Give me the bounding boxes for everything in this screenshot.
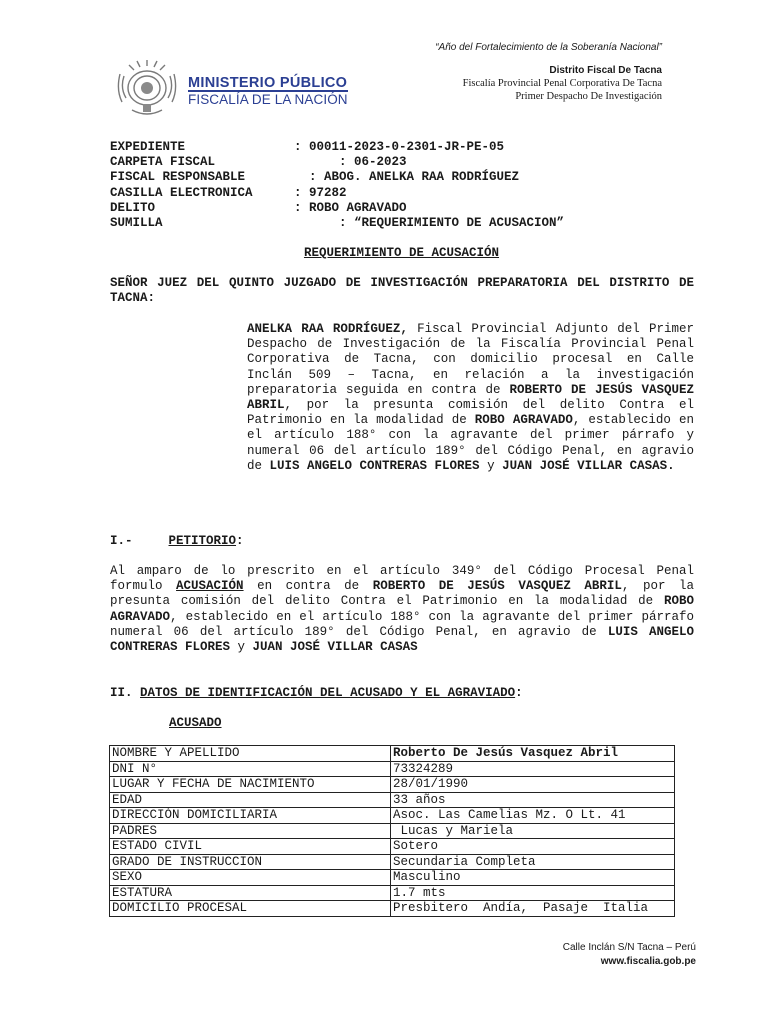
intro-paragraph bbox=[247, 322, 694, 474]
petitorio-text: Al amparo de lo prescrito en el artículo 349° del Código Procesal Penal formulo bbox=[110, 564, 694, 594]
section-colon: : bbox=[515, 686, 523, 700]
section-number: I.- bbox=[110, 534, 133, 548]
accused-identification-table bbox=[109, 745, 675, 917]
meta-key: CASILLA ELECTRONICA bbox=[110, 185, 253, 200]
table-key: DOMICILIO PROCESAL bbox=[110, 901, 391, 917]
office-line-1: Fiscalía Provincial Penal Corporativa De Tacna bbox=[462, 78, 662, 89]
table-key: GRADO DE INSTRUCCION bbox=[110, 854, 391, 870]
acusacion-term: ACUSACIÓN bbox=[176, 579, 244, 594]
table-key: LUGAR Y FECHA DE NACIMIENTO bbox=[110, 777, 391, 793]
table-row bbox=[110, 792, 675, 808]
addressee: SEÑOR JUEZ DEL QUINTO JUZGADO DE INVESTIGACIÓN PREPARATORIA DEL DISTRITO DE TACNA: bbox=[110, 276, 694, 306]
meta-key: SUMILLA bbox=[110, 216, 163, 231]
section-number: II. bbox=[110, 686, 133, 700]
table-key: DNI N° bbox=[110, 761, 391, 777]
table-row bbox=[110, 885, 675, 901]
victim-name: LUIS ANGELO CONTRERAS FLORES bbox=[110, 624, 695, 655]
meta-value: : “REQUERIMIENTO DE ACUSACION” bbox=[294, 216, 565, 231]
table-value: Roberto De Jesús Vasquez Abril bbox=[391, 746, 675, 762]
accused-name: ROBERTO DE JESÚS VASQUEZ ABRIL bbox=[372, 579, 622, 594]
meta-value: : ABOG. ANELKA RAA RODRÍGUEZ bbox=[294, 170, 520, 185]
table-row bbox=[110, 870, 675, 886]
table-row bbox=[110, 808, 675, 824]
section-heading-datos bbox=[110, 686, 523, 700]
table-row bbox=[110, 823, 675, 839]
table-row bbox=[110, 901, 675, 917]
accused-name: ROBERTO DE JESÚS VASQUEZ ABRIL bbox=[247, 382, 694, 413]
seal-icon bbox=[112, 58, 182, 120]
crime-name: ROBO AGRAVADO bbox=[110, 594, 694, 624]
meta-row bbox=[110, 201, 564, 216]
table-value: 1.7 mts bbox=[391, 885, 675, 901]
table-row bbox=[110, 854, 675, 870]
meta-key: EXPEDIENTE bbox=[110, 140, 186, 154]
table-key: PADRES bbox=[110, 823, 391, 839]
intro-text: , por la presunta comisión del delito Contra el Patrimonio en la modalidad de bbox=[247, 398, 694, 428]
table-key: ESTATURA bbox=[110, 885, 391, 901]
victim-name: JUAN JOSÉ VILLAR CASAS. bbox=[502, 458, 675, 473]
footer-address: Calle Inclán S/N Tacna – Perú bbox=[562, 942, 696, 953]
section-colon: : bbox=[236, 534, 244, 548]
petitorio-text: , establecido en el artículo 188° con la agravante del primer párrafo numeral 06 del artículo 189° del Código Penal, en agravio de bbox=[110, 609, 694, 639]
table-value: 28/01/1990 bbox=[391, 777, 675, 793]
acusado-label: ACUSADO bbox=[169, 716, 222, 730]
logo-line-1: MINISTERIO PÚBLICO bbox=[188, 75, 348, 91]
section-label: DATOS DE IDENTIFICACIÓN DEL ACUSADO Y EL AGRAVIADO bbox=[140, 686, 516, 700]
footer bbox=[563, 941, 696, 969]
petitorio-paragraph bbox=[110, 564, 694, 655]
header-motto: “Año del Fortalecimiento de la Soberanía Nacional” bbox=[435, 42, 662, 53]
table-value: Asoc. Las Camelias Mz. O Lt. 41 bbox=[391, 808, 675, 824]
meta-value: : 00011-2023-0-2301-JR-PE-05 bbox=[294, 140, 505, 154]
meta-value: : 97282 bbox=[294, 185, 347, 200]
table-key: SEXO bbox=[110, 870, 391, 886]
intro-text: , establecido en el artículo 188° con la agravante del primer párrafo y numeral 06 del artículo 189° del Código Penal, en agravio de bbox=[247, 413, 694, 473]
meta-row bbox=[110, 216, 564, 231]
intro-text: y bbox=[479, 458, 503, 473]
victim-name: JUAN JOSÉ VILLAR CASAS bbox=[252, 640, 418, 655]
case-metadata bbox=[110, 140, 564, 231]
ministerio-publico-logo bbox=[112, 58, 372, 120]
table-row bbox=[110, 761, 675, 777]
table-value: Lucas y Mariela bbox=[391, 823, 675, 839]
meta-row bbox=[110, 140, 564, 155]
table-value: 33 años bbox=[391, 792, 675, 808]
section-heading-petitorio bbox=[110, 534, 244, 548]
fiscal-name: ANELKA RAA RODRÍGUEZ, bbox=[247, 322, 408, 336]
logo-line-2: FISCALÍA DE LA NACIÓN bbox=[188, 92, 348, 107]
meta-value: : 06-2023 bbox=[294, 155, 407, 170]
table-key: ESTADO CIVIL bbox=[110, 839, 391, 855]
intro-text: Fiscal Provincial Adjunto del Primer Despacho de Investigación de la Fiscalía Provincial Penal Corporativa de Tacna, con domicilio procesal en Calle Inclán 509 – Tacna, en relación a la investigación preparatoria seguida en contra de bbox=[247, 322, 694, 397]
meta-key: CARPETA FISCAL bbox=[110, 155, 216, 170]
meta-value: : ROBO AGRAVADO bbox=[294, 200, 407, 215]
table-value: Sotero bbox=[391, 839, 675, 855]
table-value: Secundaria Completa bbox=[391, 854, 675, 870]
table-key: NOMBRE Y APELLIDO bbox=[110, 746, 391, 762]
crime-name: ROBO AGRAVADO bbox=[474, 413, 573, 428]
meta-key: FISCAL RESPONSABLE bbox=[110, 170, 246, 185]
meta-row bbox=[110, 186, 564, 201]
victim-name: LUIS ANGELO CONTRERAS FLORES bbox=[269, 458, 480, 473]
meta-key: DELITO bbox=[110, 200, 156, 215]
table-row bbox=[110, 839, 675, 855]
document-title: REQUERIMIENTO DE ACUSACIÓN bbox=[303, 246, 500, 260]
logo-text bbox=[188, 76, 348, 107]
district-name: Distrito Fiscal De Tacna bbox=[549, 65, 662, 76]
petitorio-text: , por la presunta comisión del delito Contra el Patrimonio en la modalidad de bbox=[110, 579, 694, 609]
table-row bbox=[110, 777, 675, 793]
meta-row bbox=[110, 155, 564, 170]
petitorio-text: y bbox=[230, 640, 253, 655]
table-key: EDAD bbox=[110, 792, 391, 808]
section-label: PETITORIO bbox=[168, 534, 237, 548]
table-value: Masculino bbox=[391, 870, 675, 886]
meta-row bbox=[110, 170, 564, 185]
table-row bbox=[110, 746, 675, 762]
header-office-block bbox=[463, 64, 662, 103]
petitorio-text: en contra de bbox=[243, 579, 373, 594]
table-value: Presbitero Andía, Pasaje Italia bbox=[391, 901, 675, 917]
footer-website-link[interactable]: www.fiscalia.gob.pe bbox=[600, 956, 696, 967]
table-key: DIRECCIÓN DOMICILIARIA bbox=[110, 808, 391, 824]
office-line-2: Primer Despacho De Investigación bbox=[515, 91, 662, 102]
table-value: 73324289 bbox=[391, 761, 675, 777]
